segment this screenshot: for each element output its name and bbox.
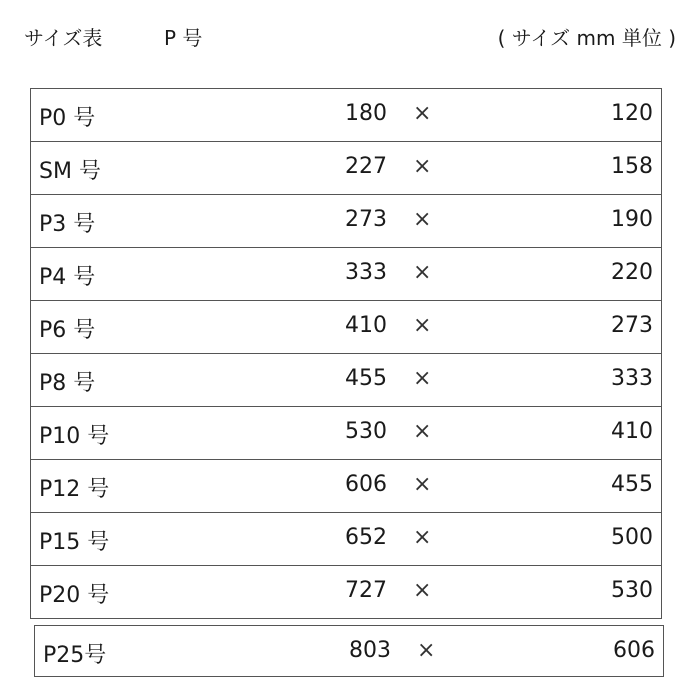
table-row [30, 460, 662, 513]
times-sign: × [417, 638, 436, 663]
times-sign: × [413, 472, 432, 497]
table-row [30, 566, 662, 619]
unit-label: ( サイズ mm 単位 ) [497, 26, 676, 50]
size-height: 606 [613, 638, 655, 663]
size-height: 273 [611, 313, 653, 338]
times-sign: × [413, 154, 432, 179]
size-name: P15 号 [39, 530, 110, 555]
size-width: 727 [345, 578, 387, 603]
times-sign: × [413, 366, 432, 391]
table-row [30, 407, 662, 460]
size-width: 455 [345, 366, 387, 391]
table-row [30, 195, 662, 248]
table-row [30, 88, 662, 142]
size-width: 606 [345, 472, 387, 497]
size-name: P0 号 [39, 106, 96, 131]
page-title: サイズ表 [24, 26, 103, 50]
size-height: 158 [611, 154, 653, 179]
size-name: P20 号 [39, 583, 110, 608]
times-sign: × [413, 313, 432, 338]
size-name: P6 号 [39, 318, 96, 343]
table-row [30, 513, 662, 566]
times-sign: × [413, 419, 432, 444]
times-sign: × [413, 525, 432, 550]
size-width: 410 [345, 313, 387, 338]
times-sign: × [413, 207, 432, 232]
size-height: 120 [611, 101, 653, 126]
series-label: P 号 [164, 26, 203, 50]
size-name: P25号 [43, 643, 107, 668]
size-height: 190 [611, 207, 653, 232]
table-row [30, 354, 662, 407]
size-width: 652 [345, 525, 387, 550]
header [24, 22, 676, 52]
times-sign: × [413, 260, 432, 285]
size-width: 333 [345, 260, 387, 285]
size-width: 227 [345, 154, 387, 179]
size-name: P3 号 [39, 212, 96, 237]
size-height: 530 [611, 578, 653, 603]
size-height: 410 [611, 419, 653, 444]
size-width: 273 [345, 207, 387, 232]
size-height: 455 [611, 472, 653, 497]
size-width: 180 [345, 101, 387, 126]
size-table [30, 88, 662, 677]
size-name: SM 号 [39, 159, 101, 184]
table-row [34, 625, 664, 677]
times-sign: × [413, 101, 432, 126]
size-height: 333 [611, 366, 653, 391]
size-name: P8 号 [39, 371, 96, 396]
size-width: 803 [349, 638, 391, 663]
size-name: P10 号 [39, 424, 110, 449]
table-row [30, 142, 662, 195]
size-width: 530 [345, 419, 387, 444]
times-sign: × [413, 578, 432, 603]
table-row [30, 248, 662, 301]
table-row [30, 301, 662, 354]
size-name: P4 号 [39, 265, 96, 290]
size-name: P12 号 [39, 477, 110, 502]
size-height: 500 [611, 525, 653, 550]
size-height: 220 [611, 260, 653, 285]
